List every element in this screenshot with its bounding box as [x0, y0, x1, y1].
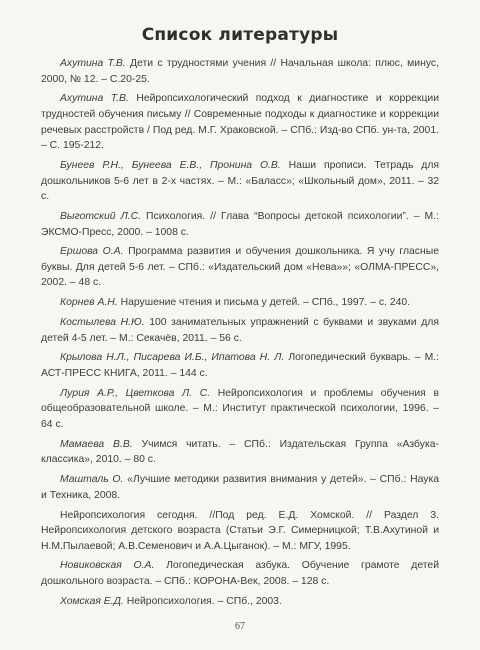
- entry-author: Выготский Л.С.: [60, 210, 141, 222]
- bibliography-entry: [41, 350, 439, 381]
- entry-text: Нейропсихология. – СПб., 2003.: [126, 595, 282, 607]
- entry-text: Наши прописи. Тетрадь для дошкольников 5-6 лет в 2-х частях. – М.: «Баласс»; «Школьный дом», 2011. – 32 с.: [41, 159, 440, 203]
- bibliography-entry: [41, 472, 439, 503]
- bibliography-entry: [41, 91, 439, 153]
- bibliography-entry: [41, 558, 439, 589]
- entry-author: Новиковская О.А.: [60, 560, 155, 572]
- entry-author: Корнев А.Н.: [60, 297, 118, 309]
- page-title: Список литературы: [141, 25, 339, 45]
- bibliography-entry: [41, 315, 439, 346]
- bibliography-entry: [41, 594, 439, 610]
- entry-text: 100 занимательных упражнений с буквами и звуками для детей 4-5 лет. – М.: Секачёв, 2011. – 56 с.: [41, 317, 439, 344]
- entry-text: Психология. // Глава “Вопросы детской психологии”. – М.: ЭКСМО-Пресс, 2000. – 1008 с.: [41, 210, 439, 238]
- bibliography-entry: [41, 386, 439, 433]
- entry-text: Нарушение чтения и письма у детей. – СПб., 1997. – с. 240.: [120, 297, 411, 309]
- entry-author: Лурия А.Р., Цветкова Л. С.: [60, 387, 211, 399]
- entry-author: Ершова О.А.: [60, 246, 124, 258]
- entry-text: Программа развития и обучения дошкольника. Я учу гласные буквы. Для детей 5-6 лет. – СПб.: «Издательский дом «Нева»»; «ОЛМА-ПРЕСС», 2002. – 48 с.: [41, 246, 439, 289]
- entry-text: «Лучшие методики развития внимания у детей». – СПб.: Наука и Техника, 2008.: [41, 474, 440, 501]
- bibliography-entry: [41, 508, 439, 555]
- bibliography-list: [41, 56, 439, 614]
- entry-author: Машталь О.: [60, 474, 124, 486]
- page-number: 67: [235, 621, 245, 632]
- entry-text: Логопедическая азбука. Обучение грамоте детей дошкольного возраста. – СПб.: КОРОНА-Век, 2008. – 128 с.: [41, 560, 439, 588]
- entry-text: Логопедический букварь. – М.: АСТ-ПРЕСС КНИГА, 2011. – 144 с.: [41, 352, 440, 379]
- bibliography-entry: [41, 158, 439, 205]
- entry-author: Мамаева В.В.: [60, 438, 133, 450]
- entry-text: Нейропсихология и проблемы обучения в общеобразовательной школе. – М.: Институт практической психологии, 1996. – 64 с.: [41, 387, 439, 430]
- entry-text: Дети с трудностями учения // Начальная школа: плюс, минус, 2000, № 12. – С.20-25.: [41, 58, 439, 85]
- entry-author: Ахутина Т.В.: [60, 93, 129, 105]
- entry-author: Бунеев Р.Н., Бунеева Е.В., Пронина О.В.: [60, 159, 281, 171]
- entry-author: Костылева Н.Ю.: [60, 317, 145, 329]
- entry-text: Нейропсихологический подход к диагностике и коррекции трудностей обучения письму // Современные подходы к диагностике и коррекции речевых расстройств / Под ред. М.Г. Храковской. – СПб.: Изд-во СПб. ун-та, 2001. – С. 195-212.: [41, 93, 440, 152]
- bibliography-entry: [41, 295, 439, 311]
- bibliography-entry: [41, 244, 439, 291]
- bibliography-entry: [41, 437, 439, 468]
- entry-author: Крылова Н.Л., Писарева И.Б., Ипатова Н. Л.: [60, 352, 285, 364]
- entry-author: Хомская Е.Д.: [60, 595, 124, 607]
- bibliography-entry: [41, 209, 439, 240]
- bibliography-entry: [41, 56, 439, 87]
- entry-author: Ахутина Т.В.: [60, 58, 126, 69]
- entry-text: Нейропсихология сегодня. //Под ред. Е.Д. Хомской. // Раздел 3. Нейропсихология детского возраста (Статьи Э.Г. Симерницкой; Т.В.Ахутиной и Н.М.Пылаевой; А.В.Семенович и А.А.Цыганок). – М.: МГУ, 1995.: [41, 509, 439, 552]
- entry-text: Учимся читать. – СПб.: Издательская Группа «Азбука-классика», 2010. – 80 с.: [41, 438, 439, 466]
